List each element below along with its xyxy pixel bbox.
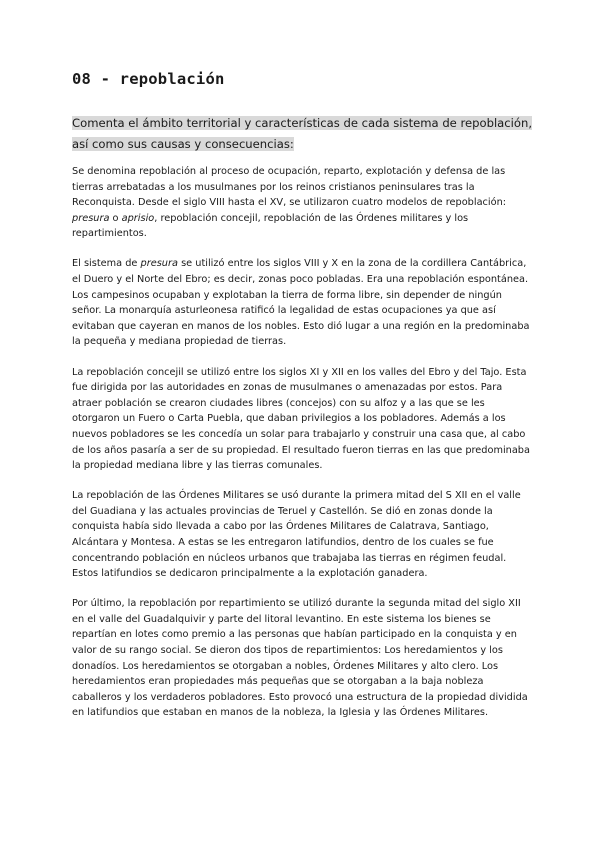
page-title: 08 - repoblación	[72, 70, 225, 88]
paragraph-repartimiento: Por último, la repoblación por repartimiento se utilizó durante la segunda mitad del siglo XII en el valle del Guadalquivir y parte del litoral levantino. En este sistema los bienes se repartían en lotes como premio a las personas que habían participado en la conquista y en valor de su rango social. Se dieron dos tipos de repartimientos: Los heredamientos y los donadíos. Los heredamientos se otorgaban a nobles, Órdenes Militares y alto clero. Los heredamientos eran propiedades más pequeñas que se otorgaban a la baja nobleza caballeros y los verdaderos pobladores. Esto provocó una estructura de la propiedad dividida en latifundios que estaban en manos de la nobleza, la Iglesia y las Órdenes Militares.	[72, 598, 528, 719]
paragraph-concejil: La repoblación concejil se utilizó entre los siglos XI y XII en los valles del Ebro y del Tajo. Esta fue dirigida por las autoridades en zonas de musulmanes o amenazadas por estos. Para atraer población se crearon ciudades libres (concejos) con su alfoz y a las que se les otorgaron un Fuero o Carta Puebla, que daban privilegios a los pobladores. Además a los nuevos pobladores se les concedía un solar para trabajarlo y construir una casa que, al cabo de los años pasaría a ser de su propiedad. El resultado fueron tierras en las que predominaba la propiedad mediana libre y las tierras comunales.	[72, 366, 530, 472]
answer-body	[72, 164, 532, 736]
term-presura: presura	[140, 258, 178, 270]
paragraph-presura: El sistema de presura se utilizó entre los siglos VIII y X en la zona de la cordillera Cantábrica, el Duero y el Norte del Ebro; es decir, zonas poco pobladas. Era una repoblación espontánea. Los campesinos ocupaban y explotaban la tierra de forma libre, sin depender de ningún señor. La monarquía asturleonesa ratificó la legalidad de estas ocupaciones ya que así evitaban que cayeran en manos de los nobles. Esto dió lugar a una región en la predominaba la pequeña y mediana propiedad de tierras.	[72, 258, 530, 348]
term-presura: presura	[72, 212, 110, 224]
question-highlight: Comenta el ámbito territorial y características de cada sistema de repoblación, así como sus causas y consecuencias:	[72, 116, 533, 151]
paragraph-definition: Se denomina repoblación al proceso de ocupación, reparto, explotación y defensa de las tierras arrebatadas a los musulmanes por los reinos cristianos peninsulares tras la Reconquista. Desde el siglo VIII hasta el XV, se utilizaron cuatro modelos de repoblación: presura o aprisio, repoblación concejil, repoblación de las Órdenes militares y los repartimientos.	[72, 166, 507, 240]
paragraph-ordenes-militares: La repoblación de las Órdenes Militares se usó durante la primera mitad del S XII en el valle del Guadiana y las actuales provincias de Teruel y Castellón. Se dió en zonas donde la conquista había sido llevada a cabo por las Órdenes Militares de Calatrava, Santiago, Alcántara y Montesa. A estas se les entregaron latifundios, dentro de los cuales se fue concentrando población en núcleos urbanos que trabajaba las tierras en régimen feudal. Estos latifundios se dedicaron principalmente a la explotación ganadera.	[72, 490, 521, 580]
term-aprisio: aprisio	[121, 212, 155, 224]
question-prompt	[72, 113, 532, 155]
